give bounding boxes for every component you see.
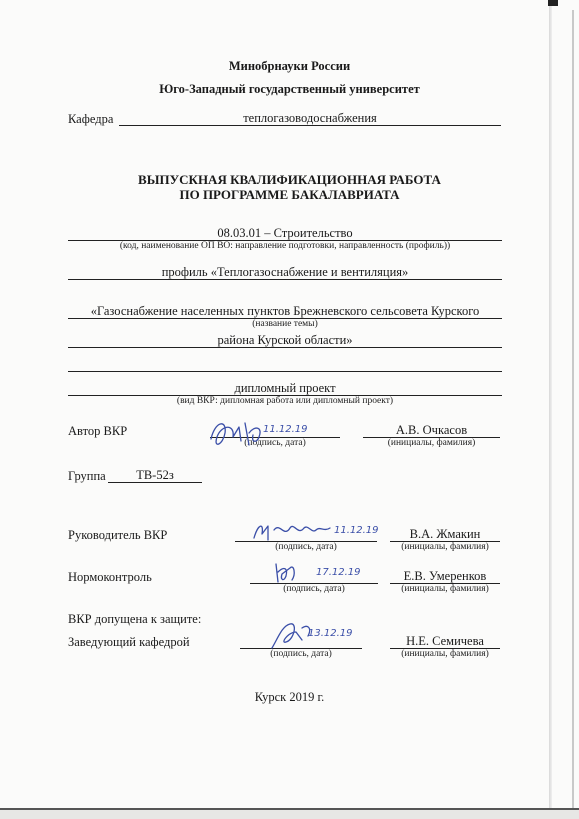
department-underline: [119, 125, 501, 126]
document-title-line2: ПО ПРОГРАММЕ БАКАЛАВРИАТА: [179, 187, 400, 202]
author-name: А.В. Очкасов: [395, 423, 468, 437]
supervisor-label: Руководитель ВКР: [68, 528, 168, 542]
university-heading: Юго-Западный государственный университет: [159, 82, 420, 96]
work-type-value: дипломный проект: [234, 381, 336, 395]
program-caption: (код, наименование ОП ВО: направление подготовки, направленность (профиль)): [119, 241, 451, 251]
supervisor-sign-date: 11.12.19: [334, 525, 379, 536]
normcontrol-sign-caption: (подпись, дата): [283, 584, 345, 594]
ministry-heading: Минобрнауки России: [228, 59, 351, 73]
head-sign-caption: (подпись, дата): [270, 649, 332, 659]
scan-corner-mark: [548, 0, 558, 6]
profile-underline: [68, 279, 502, 280]
normcontrol-name-caption: (инициалы, фамилия): [401, 584, 489, 594]
head-name-caption: (инициалы, фамилия): [401, 649, 489, 659]
supervisor-sign-caption: (подпись, дата): [275, 542, 337, 552]
city-year: Курск 2019 г.: [254, 690, 325, 704]
author-sign-date: 11.12.19: [263, 424, 308, 435]
topic-caption: (название темы): [252, 319, 318, 329]
normcontrol-label: Нормоконтроль: [68, 570, 152, 584]
author-label: Автор ВКР: [68, 424, 128, 438]
document-title-line1: ВЫПУСКНАЯ КВАЛИФИКАЦИОННАЯ РАБОТА: [138, 172, 441, 187]
topic-line2: района Курской области»: [217, 333, 353, 347]
group-value: ТВ-52з: [136, 468, 174, 482]
scan-bottom-line: [0, 808, 579, 810]
topic-underline-2: [68, 347, 502, 348]
normcontrol-signature: [270, 558, 380, 588]
supervisor-name-caption: (инициалы, фамилия): [401, 542, 489, 552]
head-label: Заведующий кафедрой: [68, 635, 190, 649]
supervisor-name: В.А. Жмакин: [409, 527, 481, 541]
department-value: теплогазоводоснабжения: [243, 111, 377, 125]
work-type-caption: (вид ВКР: дипломная работа или дипломный проект): [176, 396, 394, 406]
author-signature: [205, 415, 308, 455]
group-label: Группа: [68, 469, 106, 483]
head-signature: [268, 618, 368, 654]
normcontrol-sign-date: 17.12.19: [316, 567, 361, 578]
topic-line1: «Газоснабжение населенных пунктов Брежневского сельсовета Курского: [90, 304, 480, 318]
department-label: Кафедра: [68, 112, 114, 126]
profile-value: профиль «Теплогазоснабжение и вентиляция»: [161, 265, 409, 279]
author-sign-caption: (подпись, дата): [244, 438, 306, 448]
group-underline: [108, 482, 202, 483]
program-value: 08.03.01 – Строительство: [217, 226, 353, 240]
head-sign-date: 13.12.19: [308, 628, 353, 639]
normcontrol-name: Е.В. Умеренков: [403, 569, 487, 583]
author-name-caption: (инициалы, фамилия): [387, 438, 476, 448]
blank-underline: [68, 371, 502, 372]
head-name: Н.Е. Семичева: [406, 634, 484, 648]
supervisor-signature: [250, 518, 380, 548]
admission-label: ВКР допущена к защите:: [68, 612, 202, 626]
